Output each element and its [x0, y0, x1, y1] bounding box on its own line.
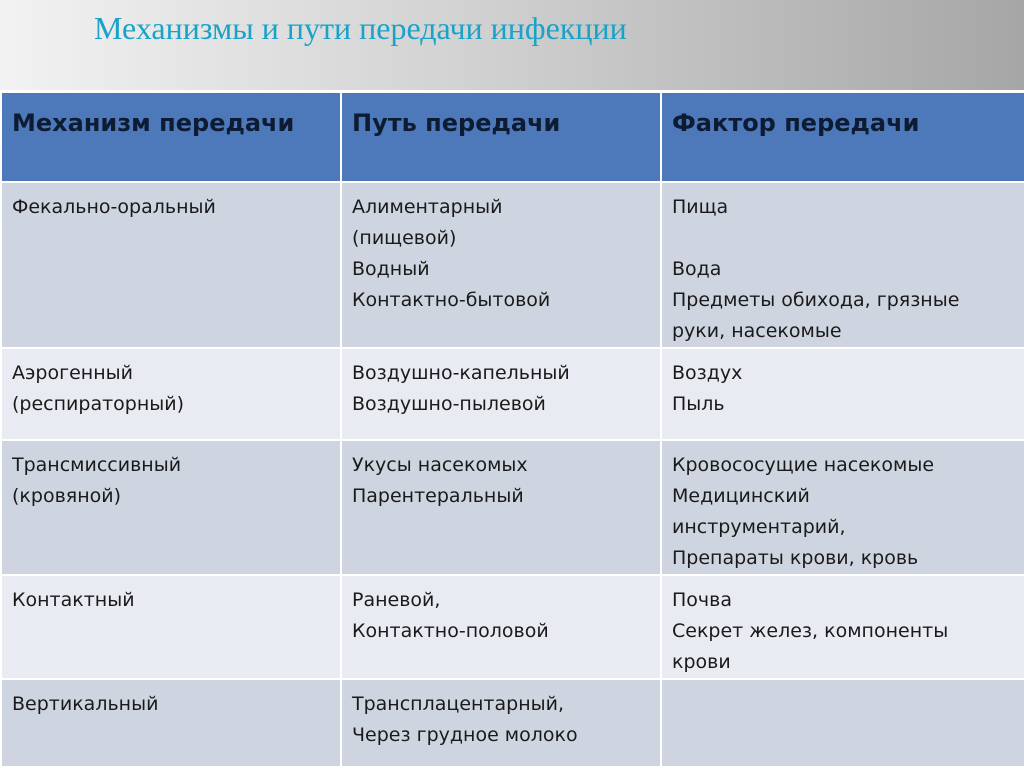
- cell-line: Водный: [352, 258, 430, 280]
- cell-line: Парентеральный: [352, 485, 524, 507]
- cell-line: Предметы обихода, грязные: [672, 289, 960, 311]
- factor-cell: [661, 348, 1024, 440]
- route-cell: [341, 348, 661, 440]
- cell-line: Пыль: [672, 393, 725, 415]
- header-mechanism: Механизм передачи: [1, 92, 341, 182]
- cell-line: Аэрогенный: [12, 362, 133, 384]
- cell-line: Вода: [672, 258, 722, 280]
- cell-line: Вертикальный: [12, 693, 159, 715]
- factor-cell: [661, 575, 1024, 679]
- cell-line: Алиментарный: [352, 196, 503, 218]
- cell-line: Контактно-половой: [352, 620, 549, 642]
- table-row: [1, 440, 1024, 575]
- table-row: [1, 679, 1024, 767]
- cell-line: инструментарий,: [672, 516, 846, 538]
- mechanism-cell: [1, 679, 341, 767]
- cell-line: Укусы насекомых: [352, 454, 528, 476]
- cell-line: Раневой,: [352, 589, 441, 611]
- cell-line-blank: [672, 223, 1024, 254]
- mechanism-cell: [1, 440, 341, 575]
- mechanism-cell: [1, 575, 341, 679]
- cell-line: Контактно-бытовой: [352, 289, 551, 311]
- cell-line: Почва: [672, 589, 732, 611]
- cell-line: Трансплацентарный,: [352, 693, 565, 715]
- cell-line: Воздушно-капельный: [352, 362, 570, 384]
- cell-line: (пищевой): [352, 227, 457, 249]
- cell-line: Секрет желез, компоненты: [672, 620, 949, 642]
- cell-line: Контактный: [12, 589, 135, 611]
- cell-line: Воздушно-пылевой: [352, 393, 546, 415]
- cell-line: крови: [672, 651, 731, 673]
- cell-line: Через грудное молоко: [352, 724, 578, 746]
- mechanism-cell: [1, 348, 341, 440]
- factor-cell: [661, 182, 1024, 348]
- route-cell: [341, 440, 661, 575]
- cell-line: Фекально-оральный: [12, 196, 216, 218]
- cell-line: (респираторный): [12, 393, 185, 415]
- cell-line: руки, насекомые: [672, 320, 842, 342]
- cell-line: Воздух: [672, 362, 743, 384]
- table-row: [1, 575, 1024, 679]
- mechanism-cell: [1, 182, 341, 348]
- transmission-table: [0, 91, 1024, 768]
- table-header-row: [1, 92, 1024, 182]
- cell-line: Препараты крови, кровь: [672, 547, 919, 569]
- header-factor: Фактор передачи: [661, 92, 1024, 182]
- cell-line: Трансмиссивный: [12, 454, 182, 476]
- cell-line: Медицинский: [672, 485, 810, 507]
- route-cell: [341, 182, 661, 348]
- header-route: Путь передачи: [341, 92, 661, 182]
- cell-line: Пища: [672, 196, 729, 218]
- table-row: [1, 182, 1024, 348]
- factor-cell: [661, 440, 1024, 575]
- factor-cell-empty: [661, 679, 1024, 767]
- cell-line: (кровяной): [12, 485, 122, 507]
- cell-line: Кровососущие насекомые: [672, 454, 935, 476]
- slide-title: Механизмы и пути передачи инфекции: [94, 10, 627, 46]
- route-cell: [341, 679, 661, 767]
- title-bar: [0, 0, 1024, 90]
- table-row: [1, 348, 1024, 440]
- route-cell: [341, 575, 661, 679]
